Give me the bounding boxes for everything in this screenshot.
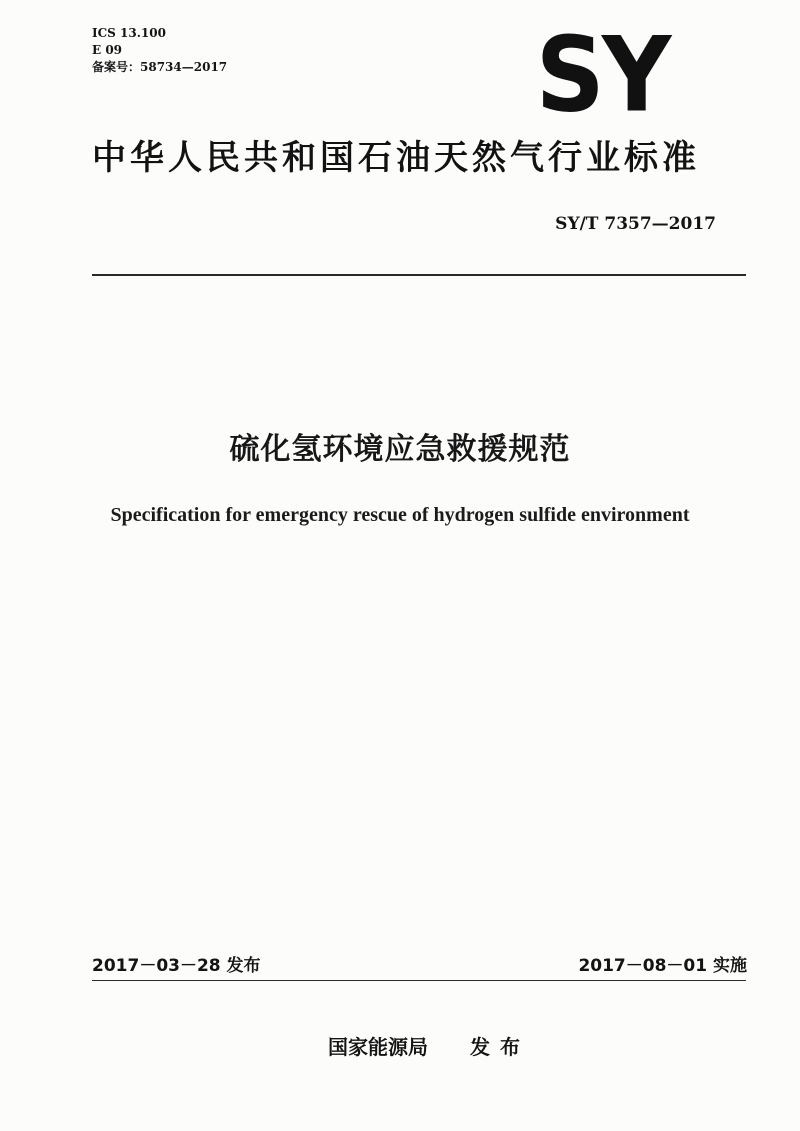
sy-logo: SY xyxy=(535,14,669,136)
effective-date: 2017－08－01 实施 xyxy=(578,956,747,976)
english-document-title: Specification for emergency rescue of hydrogen sulfide environment xyxy=(110,504,690,526)
bottom-divider xyxy=(92,980,746,981)
chinese-document-title: 硫化氢环境应急救援规范 xyxy=(229,432,571,467)
standard-number: SY/T 7357—2017 xyxy=(555,214,716,234)
publisher-name: 国家能源局 xyxy=(328,1035,428,1059)
ics-code: ICS 13.100 xyxy=(92,26,166,40)
classification-code: E 09 xyxy=(92,43,123,57)
publisher-action: 发布 xyxy=(470,1035,530,1059)
issue-date: 2017－03－28 发布 xyxy=(92,956,261,976)
top-divider xyxy=(92,274,746,276)
record-number: 备案号：58734—2017 xyxy=(92,60,228,74)
industry-standard-title: 中华人民共和国石油天然气行业标准 xyxy=(92,138,700,178)
